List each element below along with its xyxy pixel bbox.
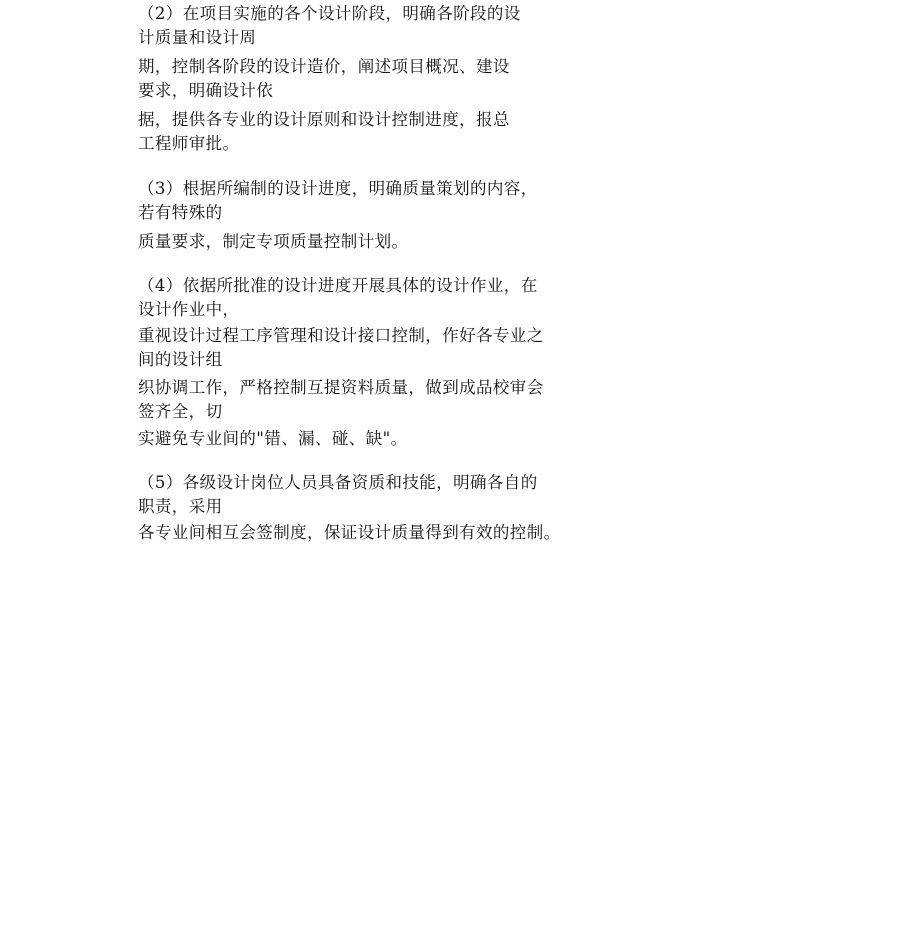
paragraph-4-part-3 xyxy=(138,376,578,424)
text-line: 工程师审批。 xyxy=(138,134,240,153)
text-line: 实避免专业间的"错、漏、碰、缺"。 xyxy=(138,429,408,448)
text-line: （3）根据所编制的设计进度，明确质量策划的内容， xyxy=(138,179,538,198)
paragraph-5-part-1 xyxy=(138,471,578,519)
text-line: 质量要求，制定专项质量控制计划。 xyxy=(138,232,409,251)
paragraph-3-part-1 xyxy=(138,177,578,225)
text-line: 设计作业中， xyxy=(138,300,240,319)
text-line: （4）依据所批准的设计进度开展具体的设计作业，在 xyxy=(138,276,538,295)
paragraph-4-part-1 xyxy=(138,274,578,322)
paragraph-5-part-2 xyxy=(138,521,578,545)
paragraph-2-part-1 xyxy=(138,2,578,50)
text-line: 签齐全，切 xyxy=(138,402,223,421)
paragraph-2-part-2 xyxy=(138,55,578,103)
text-line: 织协调工作，严格控制互提资料质量，做到成品校审会 xyxy=(138,378,544,397)
paragraph-4-part-2 xyxy=(138,324,578,372)
text-line: （2）在项目实施的各个设计阶段，明确各阶段的设 xyxy=(138,4,521,23)
text-line: 期，控制各阶段的设计造价，阐述项目概况、建设 xyxy=(138,57,510,76)
text-line: 重视设计过程工序管理和设计接口控制，作好各专业之 xyxy=(138,326,544,345)
paragraph-3-part-2 xyxy=(138,230,578,254)
text-line: 各专业间相互会签制度，保证设计质量得到有效的控制。 xyxy=(138,523,561,542)
paragraph-2-part-3 xyxy=(138,108,578,156)
paragraph-4-part-4 xyxy=(138,427,578,451)
text-line: 据，提供各专业的设计原则和设计控制进度，报总 xyxy=(138,110,510,129)
text-line: 要求，明确设计依 xyxy=(138,81,274,100)
text-line: 职责，采用 xyxy=(138,497,223,516)
text-line: 若有特殊的 xyxy=(138,203,223,222)
text-line: 计质量和设计周 xyxy=(138,28,257,47)
text-line: 间的设计组 xyxy=(138,350,223,369)
text-line: （5）各级设计岗位人员具备资质和技能，明确各自的 xyxy=(138,473,538,492)
